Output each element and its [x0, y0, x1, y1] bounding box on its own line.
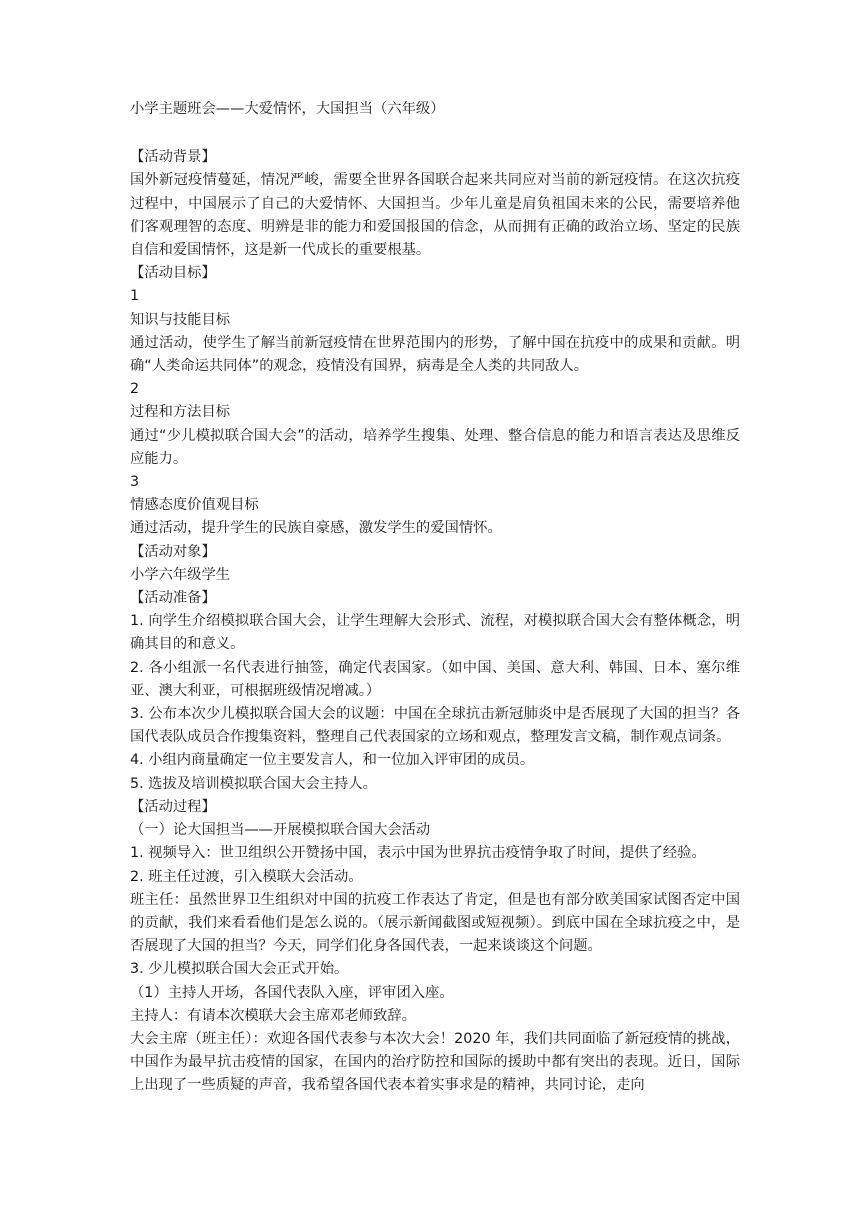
goal-number: 2: [130, 381, 140, 398]
process-paragraph: 3. 少儿模拟联合国大会正式开始。: [130, 961, 349, 978]
goal-name: 情感态度价值观目标: [130, 497, 259, 514]
preparation-heading: 【活动准备】: [130, 590, 216, 607]
goal-number: 1: [130, 288, 140, 305]
goal-text: 通过“少儿模拟联合国大会”的活动，培养学生搜集、处理、整合信息的能力和语言表达及思维反应能力。: [130, 427, 740, 467]
preparation-item: 4. 小组内商量确定一位主要发言人，和一位加入评审团的成员。: [130, 752, 535, 769]
target-heading: 【活动对象】: [130, 543, 216, 560]
process-heading: 【活动过程】: [130, 798, 216, 815]
goal-text: 通过活动，使学生了解当前新冠疫情在世界范围内的形势，了解中国在抗疫中的成果和贡献。明确“人类命运共同体”的观念，疫情没有国界，病毒是全人类的共同敌人。: [130, 334, 740, 375]
background-heading: 【活动背景】: [130, 149, 216, 166]
process-paragraph: 2. 班主任过渡，引入模联大会活动。: [130, 868, 363, 885]
preparation-item: 3. 公布本次少儿模拟联合国大会的议题：中国在全球抗击新冠肺炎中是否展现了大国的担当？各国代表队成员合作搜集资料，整理自己代表国家的立场和观点，整理发言文稿，制作观点词条。: [130, 706, 740, 746]
goal-number: 3: [130, 474, 140, 491]
target-text: 小学六年级学生: [130, 566, 231, 583]
goal-name: 知识与技能目标: [130, 311, 231, 328]
document-title: 小学主题班会——大爱情怀，大国担当（六年级）: [130, 101, 445, 117]
goal-name: 过程和方法目标: [130, 404, 231, 421]
goals-heading: 【活动目标】: [130, 265, 216, 282]
preparation-item: 5. 选拔及培训模拟联合国大会主持人。: [130, 775, 377, 792]
preparation-item: 2. 各小组派一名代表进行抽签，确定代表国家。（如中国、美国、意大利、韩国、日本、塞尔维亚、澳大利亚，可根据班级情况增减。）: [130, 659, 740, 699]
preparation-item: 1. 向学生介绍模拟联合国大会，让学生理解大会形式、流程，对模拟联合国大会有整体概念，明确其目的和意义。: [130, 613, 740, 653]
goal-text: 通过活动，提升学生的民族自豪感，激发学生的爱国情怀。: [130, 520, 502, 537]
process-paragraph: （1）主持人开场，各国代表队入座，评审团入座。: [130, 984, 454, 1001]
process-paragraph: 大会主席（班主任）：欢迎各国代表参与本次大会！2020 年，我们共同面临了新冠疫情的挑战，中国作为最早抗击疫情的国家，在国内的治疗防控和国际的援助中都有突出的表现。近日，国际上出现了一些质疑的声音，我希望各国代表本着实事求是的精神，共同讨论，走向: [130, 1030, 740, 1094]
background-text: 国外新冠疫情蔓延，情况严峻，需要全世界各国联合起来共同应对当前的新冠疫情。在这次抗疫过程中，中国展示了自己的大爱情怀、大国担当。少年儿童是肩负祖国未来的公民，需要培养他们客观理智的态度、明辨是非的能力和爱国报国的信念，从而拥有正确的政治立场、坚定的民族自信和爱国情怀，这是新一代成长的重要根基。: [130, 172, 740, 259]
document-page: [130, 98, 740, 1098]
process-paragraph: 1. 视频导入：世卫组织公开赞扬中国，表示中国为世界抗击疫情争取了时间，提供了经验。: [130, 845, 706, 862]
process-paragraph: 主持人：有请本次模联大会主席邓老师致辞。: [130, 1007, 416, 1024]
process-paragraph: 班主任：虽然世界卫生组织对中国的抗疫工作表达了肯定，但是也有部分欧美国家试图否定中国的贡献，我们来看看他们是怎么说的。（展示新闻截图或短视频）。到底中国在全球抗疫之中，是否展现了大国的担当？今天，同学们化身各国代表，一起来谈谈这个问题。: [130, 891, 740, 955]
process-paragraph: （一）论大国担当——开展模拟联合国大会活动: [130, 822, 431, 839]
